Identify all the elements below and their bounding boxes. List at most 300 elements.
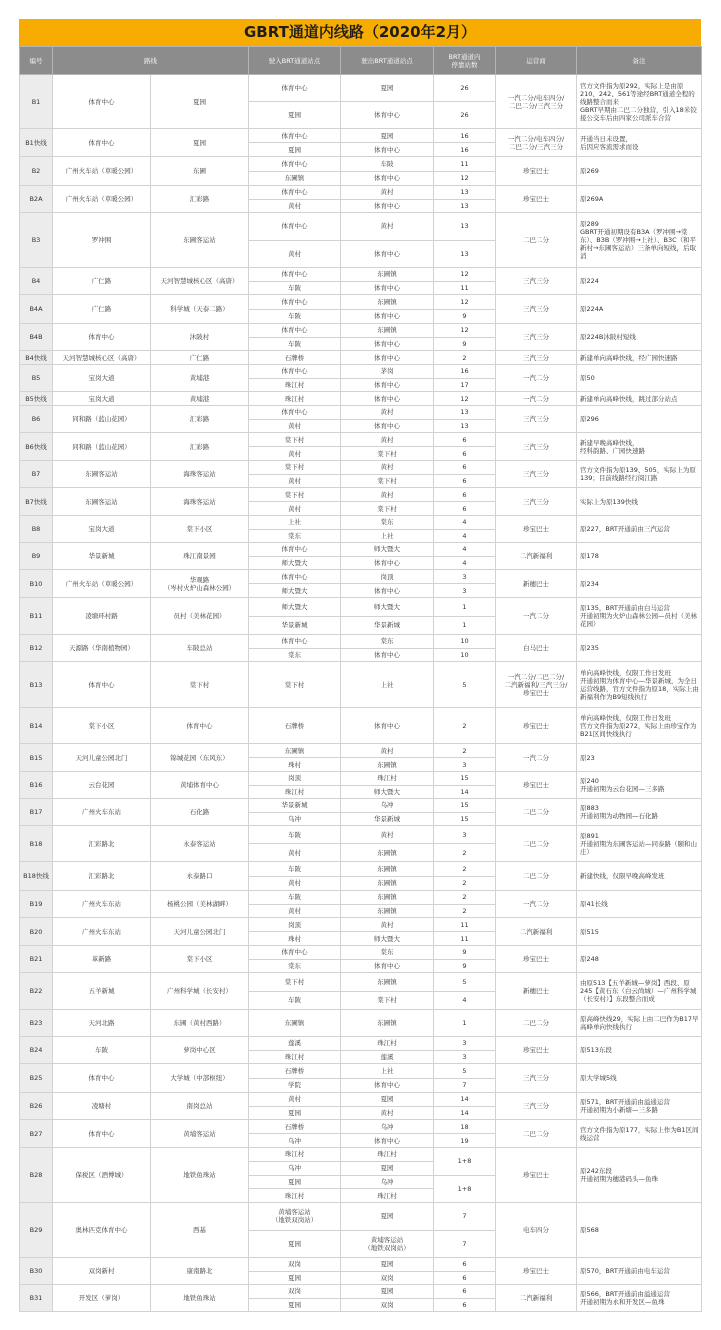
route-origin: 宝岗大道 [53,392,151,406]
enter-station: 体育中心 [249,406,341,420]
enter-station: 车陂 [249,309,341,324]
table-row [20,1037,702,1051]
operator: 珍宝巴士 [496,186,577,213]
enter-station: 乌冲 [249,812,341,826]
stop-count: 7 [434,1230,496,1258]
stop-count: 13 [434,419,496,433]
exit-station: 师大暨大 [341,598,434,617]
table-row [20,1010,702,1037]
note: 原224B沐陂村短线 [577,324,702,351]
route-origin: 开发区（萝岗） [53,1285,151,1312]
route-origin: 车陂 [53,1037,151,1064]
enter-station: 珠江村 [249,392,341,406]
stop-count: 4 [434,543,496,557]
stop-count: 6 [434,1285,496,1299]
stop-count: 6 [434,461,496,475]
enter-station: 体育中心 [249,213,341,241]
stop-count: 6 [434,502,496,516]
exit-station: 体育中心 [341,199,434,213]
enter-station: 体育中心 [249,635,341,649]
table-row [20,186,702,200]
route-id: B28 [20,1148,53,1203]
stop-count: 3 [434,584,496,598]
note: 原242东段 开通初期为穗港码头—鱼珠 [577,1148,702,1203]
exit-station: 棠东 [341,635,434,649]
note: 原135，BRT开通前由白马运营 开通初期为火炉山森林公园—员村（美林花园） [577,598,702,635]
stop-count: 16 [434,143,496,157]
exit-station: 上社 [341,529,434,543]
route-origin: 广仁路 [53,268,151,295]
exit-station: 乌冲 [341,1120,434,1134]
table-row [20,157,702,172]
route-terminus: 夏园 [151,129,249,157]
stop-count: 3 [434,570,496,584]
stop-count: 5 [434,973,496,992]
note: 原891 开通初期为东圃客运站—同泰路（颐和山庄） [577,826,702,862]
operator: 二巴二分 [496,799,577,826]
stop-count: 3 [434,1037,496,1051]
route-terminus: 永泰路口 [151,862,249,891]
exit-station: 乌冲 [341,799,434,813]
stop-count: 9 [434,946,496,960]
stop-count: 2 [434,708,496,744]
table-row [20,324,702,338]
operator: 三汽三分 [496,324,577,351]
enter-station: 体育中心 [249,543,341,557]
note: 原515 [577,918,702,946]
route-origin: 广州火车站（草暖公园） [53,157,151,186]
stop-count: 11 [434,932,496,946]
table-row [20,1258,702,1272]
header-stop-count: BRT通道内 停靠站数 [434,47,496,75]
operator: 三汽三分 [496,1064,577,1093]
note: 原178 [577,543,702,570]
route-terminus: 大学城（中部枢纽） [151,1064,249,1093]
exit-station: 师大暨大 [341,932,434,946]
header-route: 路线 [53,47,249,75]
note: 新建早晚高峰快线， 经科韵路、广园快速路 [577,433,702,461]
stop-count: 2 [434,351,496,365]
enter-station: 黄村 [249,1093,341,1107]
note: 原883 开通初期为动物园—石化路 [577,799,702,826]
table-row [20,1148,702,1162]
exit-station: 珠江村 [341,1037,434,1051]
table-row [20,1203,702,1231]
operator: 新穗巴士 [496,973,577,1010]
table-row [20,461,702,475]
enter-station: 棠下村 [249,461,341,475]
header-row [20,47,702,75]
operator: 珍宝巴士 [496,157,577,186]
enter-station: 东圃镇 [249,1010,341,1037]
stop-count: 3 [434,758,496,772]
route-id: B12 [20,635,53,662]
exit-station: 东圃镇 [341,1010,434,1037]
route-id: B2 [20,157,53,186]
table-row [20,598,702,617]
route-origin: 体育中心 [53,662,151,708]
route-terminus: 员村（美林花园） [151,598,249,635]
exit-station: 东圃镇 [341,295,434,310]
note: 原289 GBRT开通初期设有B3A（罗冲围→棠东）、B3B（罗冲围→上社）、B3C（和平新村→东圃客运站）三条单向短线，后取消 [577,213,702,268]
enter-station: 东圃镇 [249,171,341,186]
route-origin: 凌塘环村路 [53,598,151,635]
note: 原大学城5线 [577,1064,702,1093]
route-terminus: 东圃（黄村西路） [151,1010,249,1037]
operator: 一汽二分/电车四分/ 二巴二分/三汽三分 [496,75,577,129]
stop-count: 12 [434,268,496,282]
stop-count: 4 [434,991,496,1010]
enter-station: 黄村 [249,876,341,891]
stop-count: 17 [434,378,496,392]
exit-station: 体育中心 [341,143,434,157]
exit-station: 体育中心 [341,1078,434,1093]
route-id: B7 [20,461,53,488]
operator: 珍宝巴士 [496,516,577,543]
table-row [20,516,702,530]
table-row [20,295,702,310]
header-exit-station: 驶出BRT通道站点 [341,47,434,75]
route-origin: 棠下小区 [53,708,151,744]
route-origin: 体育中心 [53,129,151,157]
stop-count: 2 [434,744,496,758]
stop-count: 6 [434,488,496,502]
table-row [20,946,702,960]
table-row [20,662,702,708]
route-id: B2A [20,186,53,213]
exit-station: 黄村 [341,406,434,420]
enter-station: 夏园 [249,143,341,157]
table-row [20,75,702,102]
route-table [19,46,702,1312]
stop-count: 14 [434,785,496,799]
route-terminus: 天河儿童公园北门 [151,918,249,946]
route-id: B7快线 [20,488,53,516]
exit-station: 双岗 [341,1298,434,1312]
enter-station: 棠下村 [249,973,341,992]
enter-station: 车陂 [249,862,341,877]
stop-count: 13 [434,213,496,241]
note: 原571，BRT开通前由溢通运营 开通初期为小新塘—三多路 [577,1093,702,1120]
route-id: B17 [20,799,53,826]
exit-station: 黄村 [341,744,434,758]
stop-count: 13 [434,186,496,200]
note: 新建单向高峰快线，经广园快速路 [577,351,702,365]
stop-count: 1 [434,616,496,635]
route-id: B30 [20,1258,53,1285]
enter-station: 棠东 [249,529,341,543]
operator: 电车四分 [496,1203,577,1258]
table-row [20,365,702,379]
enter-station: 车陂 [249,337,341,351]
exit-station: 珠江村 [341,1148,434,1162]
route-id: B18 [20,826,53,862]
exit-station: 华景新城 [341,616,434,635]
stop-count: 4 [434,516,496,530]
operator: 三汽三分 [496,433,577,461]
enter-station: 黄村 [249,844,341,862]
operator: 三汽三分 [496,351,577,365]
exit-station: 夏园 [341,1161,434,1175]
enter-station: 黄村 [249,474,341,488]
enter-station: 石牌桥 [249,1064,341,1079]
table-row [20,129,702,143]
note: 单向高峰快线，仅限工作日发班 官方文件指为原272，实际上由珍宝作为B21区间快线执行 [577,708,702,744]
enter-station: 石牌桥 [249,1120,341,1134]
enter-station: 体育中心 [249,268,341,282]
operator: 一汽二分/电车四分/ 二巴二分/三汽三分 [496,129,577,157]
operator: 新穗巴士 [496,570,577,598]
table-row [20,799,702,813]
stop-count: 5 [434,662,496,708]
operator: 白马巴士 [496,635,577,662]
operator: 三汽三分 [496,295,577,324]
stop-count: 4 [434,529,496,543]
route-origin: 云台花园 [53,772,151,799]
note: 原568 [577,1203,702,1258]
note: 原240 开通初期为云台花园—三多路 [577,772,702,799]
route-terminus: 萝岗中心区 [151,1037,249,1064]
operator: 一汽二分 [496,365,577,392]
route-terminus: 汇彩路 [151,406,249,433]
stop-count: 6 [434,474,496,488]
route-id: B16 [20,772,53,799]
stop-count: 2 [434,904,496,918]
table-row [20,570,702,584]
route-terminus: 汇彩路 [151,186,249,213]
exit-station: 东圃镇 [341,758,434,772]
route-id: B18快线 [20,862,53,891]
route-origin: 同和路（蓝山花园） [53,433,151,461]
enter-station: 夏园 [249,1175,341,1189]
route-id: B1快线 [20,129,53,157]
table-row [20,862,702,877]
note: 原224 [577,268,702,295]
stop-count: 9 [434,309,496,324]
exit-station: 莲溪 [341,1050,434,1064]
note: 单向高峰快线，仅限工作日发班 开通初期为体育中心—华景新城，为全日运营线路，官方文件指为原18，实际上由新福利作为B9短线执行 [577,662,702,708]
operator: 三汽三分 [496,488,577,516]
enter-station: 棠下村 [249,488,341,502]
table-row [20,1093,702,1107]
operator: 一汽二分 [496,744,577,772]
exit-station: 体育中心 [341,959,434,973]
stop-count: 12 [434,171,496,186]
exit-station: 体育中心 [341,392,434,406]
table-row [20,433,702,447]
stop-count: 4 [434,556,496,570]
table-row [20,973,702,992]
route-id: B27 [20,1120,53,1148]
route-origin: 保税区（酒博城） [53,1148,151,1203]
stop-count: 2 [434,891,496,905]
stop-count: 12 [434,295,496,310]
route-origin: 广州火车东站 [53,918,151,946]
route-terminus: 康南路北 [151,1258,249,1285]
table-row [20,351,702,365]
exit-station: 体育中心 [341,378,434,392]
header-operator: 运营商 [496,47,577,75]
route-origin: 宝岗大道 [53,365,151,392]
route-terminus: 南岗总站 [151,1093,249,1120]
note: 新建快线，仅限早晚高峰发班 [577,862,702,891]
note: 原224A [577,295,702,324]
enter-station: 体育中心 [249,75,341,102]
route-terminus: 科学城（天泰二路） [151,295,249,324]
route-id: B25 [20,1064,53,1093]
exit-station: 夏园 [341,1285,434,1299]
stop-count: 2 [434,876,496,891]
enter-station: 夏园 [249,1230,341,1258]
stop-count: 13 [434,406,496,420]
route-id: B4B [20,324,53,351]
table-row [20,268,702,282]
route-id: B23 [20,1010,53,1037]
route-id: B6 [20,406,53,433]
exit-station: 棠东 [341,946,434,960]
header-note: 备注 [577,47,702,75]
enter-station: 黄村 [249,419,341,433]
route-origin: 广州火车站（草暖公园） [53,570,151,598]
enter-station: 体育中心 [249,157,341,172]
stop-count: 15 [434,799,496,813]
stop-count: 6 [434,1258,496,1272]
operator: 二汽新福利 [496,543,577,570]
enter-station: 体育中心 [249,570,341,584]
enter-station: 岗顶 [249,772,341,786]
enter-station: 体育中心 [249,324,341,338]
stop-count: 15 [434,812,496,826]
operator: 二巴二分 [496,1120,577,1148]
route-origin: 天河北路 [53,1010,151,1037]
exit-station: 车陂 [341,157,434,172]
route-id: B8 [20,516,53,543]
exit-station: 东圃镇 [341,891,434,905]
route-origin: 五羊新城 [53,973,151,1010]
note: 原41长线 [577,891,702,918]
enter-station: 师大暨大 [249,556,341,570]
operator: 珍宝巴士 [496,1258,577,1285]
exit-station: 上社 [341,662,434,708]
route-terminus: 黄埔客运站 [151,1120,249,1148]
enter-station: 夏园 [249,1271,341,1285]
exit-station: 体育中心 [341,337,434,351]
stop-count: 2 [434,862,496,877]
enter-station: 莲溪 [249,1037,341,1051]
exit-station: 华景新城 [341,812,434,826]
route-terminus: 黄埔体育中心 [151,772,249,799]
route-terminus: 天河智慧城核心区（高唐） [151,268,249,295]
route-id: B21 [20,946,53,973]
table-row [20,772,702,786]
route-id: B29 [20,1203,53,1258]
note: 官方文件指为原139、505，实际上为原139；目前线路经行阅江路 [577,461,702,488]
exit-station: 体育中心 [341,351,434,365]
stop-count: 19 [434,1134,496,1148]
route-id: B5 [20,365,53,392]
exit-station: 黄村 [341,488,434,502]
route-terminus: 棠下小区 [151,516,249,543]
stop-count: 12 [434,392,496,406]
route-terminus: 夏园 [151,75,249,129]
note: 原248 [577,946,702,973]
stop-count: 1 [434,1010,496,1037]
stop-count: 16 [434,129,496,143]
table-row [20,744,702,758]
stop-count: 2 [434,844,496,862]
table-row [20,635,702,649]
route-origin: 体育中心 [53,1120,151,1148]
exit-station: 东圃镇 [341,973,434,992]
exit-station: 体育中心 [341,240,434,268]
note: 原513东段 [577,1037,702,1064]
enter-station: 黄埔客运站 （地铁双岗站） [249,1203,341,1231]
route-terminus: 东圃客运站 [151,213,249,268]
enter-station: 岗顶 [249,918,341,932]
exit-station: 夏园 [341,1203,434,1231]
exit-station: 乌冲 [341,1175,434,1189]
exit-station: 棠下村 [341,502,434,516]
enter-station: 棠东 [249,648,341,662]
route-terminus: 车陂总站 [151,635,249,662]
exit-station: 珠江村 [341,772,434,786]
operator: 二巴二分 [496,826,577,862]
route-origin: 汇彩路北 [53,862,151,891]
exit-station: 东圃镇 [341,904,434,918]
route-id: B13 [20,662,53,708]
route-terminus: 黄埔港 [151,392,249,406]
stop-count: 14 [434,1093,496,1107]
enter-station: 体育中心 [249,129,341,143]
stop-count: 9 [434,959,496,973]
route-origin: 华景新城 [53,543,151,570]
exit-station: 东圃镇 [341,844,434,862]
exit-station: 黄村 [341,1106,434,1120]
enter-station: 师大暨大 [249,598,341,617]
route-id: B24 [20,1037,53,1064]
enter-station: 石牌桥 [249,351,341,365]
route-origin: 广州火车东站 [53,799,151,826]
page-title: GBRT通道内线路（2020年2月） [19,19,701,46]
route-id: B5快线 [20,392,53,406]
enter-station: 黄村 [249,904,341,918]
route-origin: 广州火车东站 [53,891,151,918]
route-terminus: 珠江南景园 [151,543,249,570]
route-id: B14 [20,708,53,744]
route-origin: 罗冲围 [53,213,151,268]
route-origin: 天河儿童公园北门 [53,744,151,772]
note: 原234 [577,570,702,598]
route-origin: 宝岗大道 [53,516,151,543]
stop-count: 18 [434,1120,496,1134]
stop-count: 13 [434,199,496,213]
enter-station: 体育中心 [249,186,341,200]
route-id: B1 [20,75,53,129]
enter-station: 珠江村 [249,1148,341,1162]
enter-station: 珠江村 [249,1050,341,1064]
enter-station: 珠村 [249,932,341,946]
route-id: B11 [20,598,53,635]
exit-station: 夏园 [341,75,434,102]
stop-count: 5 [434,1064,496,1079]
table-row [20,406,702,420]
route-terminus: 东圃 [151,157,249,186]
enter-station: 车陂 [249,281,341,295]
note: 原296 [577,406,702,433]
note: 原50 [577,365,702,392]
enter-station: 棠下村 [249,433,341,447]
route-table-container [19,19,701,1312]
